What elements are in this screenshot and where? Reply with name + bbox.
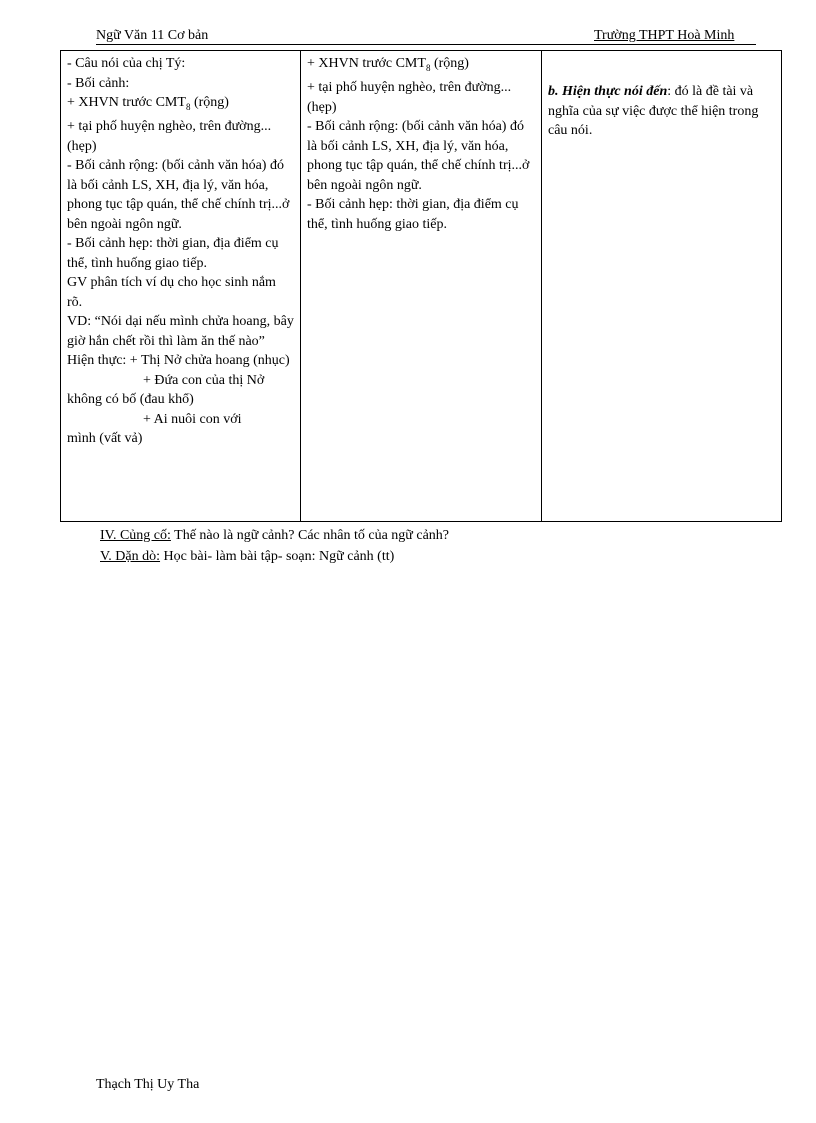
- col1-line: - Bối cảnh rộng: (bối cảnh văn hóa) đó là bối cảnh LS, XH, địa lý, văn hóa, phong tục tập quán, thể chế chính trị...ở bên ngoài ngôn ngữ.: [67, 158, 290, 232]
- col1-line: - Bối cảnh hẹp: thời gian, địa điểm cụ thể, tình huống giao tiếp.: [67, 236, 279, 271]
- reality-heading: b. Hiện thực nói đến: [548, 84, 668, 99]
- homework-line: V. Dặn dò: Học bài- làm bài tập- soạn: Ngữ cảnh (tt): [100, 549, 395, 564]
- col1-line: Hiện thực: + Thị Nở chửa hoang (nhục): [67, 353, 290, 369]
- col1-line: + tại phố huyện nghèo, trên đường... (hẹp): [67, 119, 272, 154]
- col2-line: + XHVN trước $CMT_8$ (rộng): [307, 56, 469, 73]
- consolidate-line: IV. Củng cố: Thế nào là ngữ cảnh? Các nhân tố của ngữ cảnh?: [100, 528, 450, 543]
- col1-line: + Ai nuôi con với: [143, 411, 242, 427]
- header-rule: [96, 44, 756, 45]
- col1-line: + XHVN trước $CMT_8$ (rộng): [67, 95, 229, 112]
- column-content: [301, 51, 542, 522]
- lesson-table: [60, 50, 782, 522]
- header-school: Trường THPT Hoà Minh: [594, 28, 735, 43]
- col1-line: - Bối cảnh:: [67, 75, 130, 91]
- col1-line: - Câu nói của chị Tý:: [67, 56, 186, 71]
- lesson-footer: [100, 525, 449, 567]
- author-name: Thạch Thị Uy Tha: [96, 1077, 200, 1092]
- col1-line: không có bố (đau khổ): [67, 392, 194, 408]
- col1-line: + Đứa con của thị Nở: [143, 372, 265, 388]
- header-subject: Ngữ Văn 11 Cơ bản: [96, 28, 209, 43]
- col3-note: b. Hiện thực nói đến: đó là đề tài và nghĩa của sự việc được thể hiện trong câu nói.: [548, 84, 759, 138]
- column-activities: [61, 51, 301, 522]
- col2-line: - Bối cảnh rộng: (bối cảnh văn hóa) đó là bối cảnh LS, XH, địa lý, văn hóa, phong tục tập quán, thể chế chính trị...ở bên ngoài ngôn ngữ.: [307, 119, 530, 193]
- col1-line: mình (vất vả): [67, 431, 143, 447]
- col1-line: VD: “Nói dại nếu mình chửa hoang, bây giờ hắn chết rồi thì làm ăn thế nào”: [67, 314, 294, 349]
- col1-line: GV phân tích ví dụ cho học sinh nắm rõ.: [67, 275, 276, 310]
- col2-line: - Bối cảnh hẹp: thời gian, địa điểm cụ thể, tình huống giao tiếp.: [307, 197, 519, 232]
- column-notes: [542, 51, 782, 522]
- col2-line: + tại phố huyện nghèo, trên đường... (hẹp): [307, 80, 512, 115]
